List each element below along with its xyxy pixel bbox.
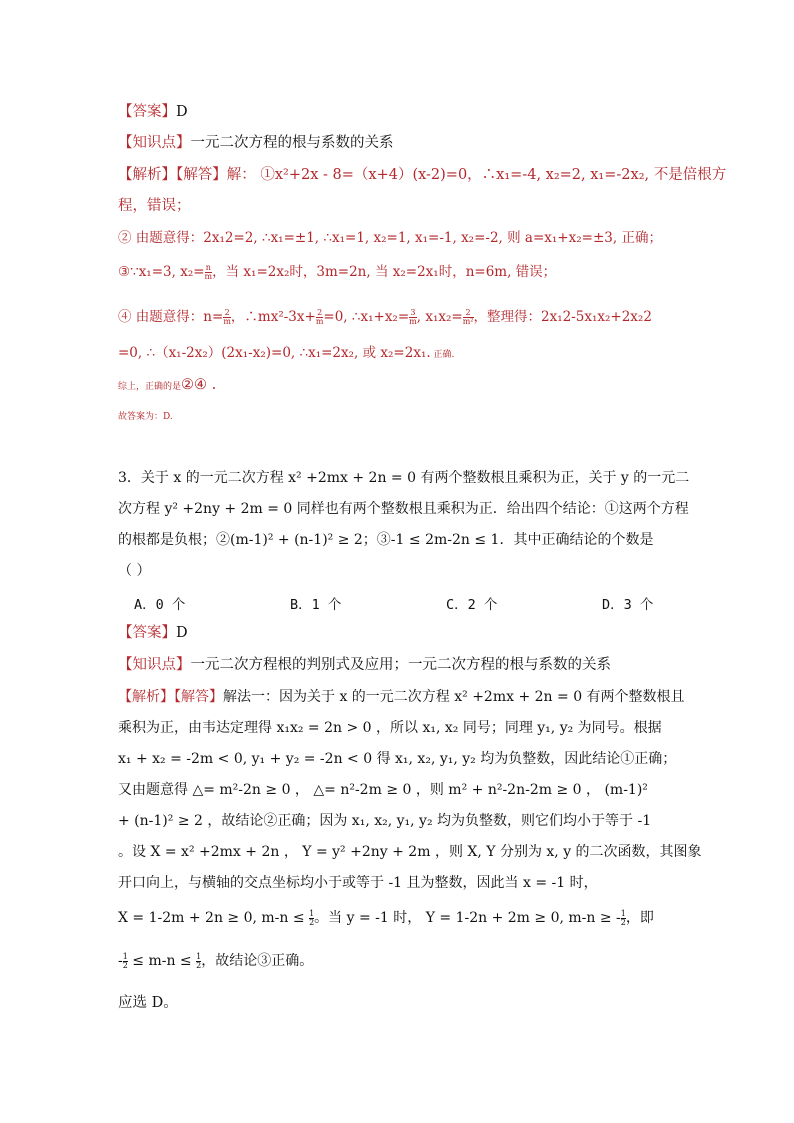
analysis-tag: 【解析】【解答】 xyxy=(118,689,223,705)
sol8-part-a: X = 1-2m + 2n ≥ 0, m-n ≤ xyxy=(118,910,310,926)
q2-analysis-line-5 xyxy=(118,307,678,327)
q2-final-answer: 故答案为：D. xyxy=(118,412,173,422)
answer-value: D xyxy=(176,625,188,641)
knowledge-text: 一元二次方程根的判别式及应用；一元二次方程的根与系数的关系 xyxy=(190,657,611,673)
q3-solution-line-7: 开口向上，与横轴的交点坐标均小于或等于 -1 且为整数，因此当 x = -1 时， xyxy=(118,875,598,891)
analysis-text: 解： ①x²+2x - 8=（x+4）(x-2)=0，∴x₁=-4, x₂=2, x₁=-2x₂, 不是倍根方 xyxy=(226,167,727,183)
q3-solution-line-9 xyxy=(118,951,678,971)
q2-analysis-line-1 xyxy=(118,165,727,185)
fraction-2-over-m2: $\frac{2}{\text{m²}}$ xyxy=(462,308,474,326)
q3-solution-line-1 xyxy=(118,687,685,707)
q3-conclusion: 应选 D。 xyxy=(118,995,178,1011)
q3-solution-line-8 xyxy=(118,908,678,928)
line6-note: 正确. xyxy=(430,350,455,360)
line6-text: =0, ∴（x₁-2x₂）(2x₁-x₂)=0, ∴x₁=2x₂, 或 x₂=2x₁. xyxy=(118,345,431,361)
line5-part-e: ，整理得：2x₁2-5x₁x₂+2x₂2 xyxy=(473,309,652,325)
solution-text: 解法一：因为关于 x 的一元二次方程 x² +2mx + 2n = 0 有两个整数根且 xyxy=(223,689,685,705)
option-b: B．1 个 xyxy=(290,597,342,613)
fraction-half-b: $\frac{1}{2}$ xyxy=(620,908,626,927)
q2-analysis-line-2: 程，错误； xyxy=(118,198,191,214)
fraction-2-over-m-b: $\frac{2}{m}$ xyxy=(315,308,324,326)
q2-analysis-line-4 xyxy=(118,262,678,282)
q3-answer-line xyxy=(118,623,678,643)
answer-value: D xyxy=(176,104,188,120)
fraction-3-over-m: $\frac{3}{m}$ xyxy=(409,308,417,326)
q3-solution-line-4: 又由题意得 △= m²-2n ≥ 0 ， △= n²-2m ≥ 0 ，则 m² + n²-2n-2m ≥ 0 ， (m-1)² xyxy=(118,782,648,798)
sol9-part-b: ≤ m-n ≤ xyxy=(127,953,197,969)
fraction-2-over-m: $\frac{2}{m}$ xyxy=(223,308,231,326)
q3-stem-line-2: 次方程 y² +2ny + 2m = 0 同样也有两个整数根且乘积为正．给出四个结论：①这两个方程 xyxy=(118,501,689,517)
q3-solution-line-6: 。设 X = x² +2mx + 2n ， Y = y² +2ny + 2m ，则 X, Y 分别为 x, y 的二次函数，其图象 xyxy=(118,844,702,860)
q3-solution-line-3: x₁ + x₂ = -2m < 0, y₁ + y₂ = -2n < 0 得 x₁, x₂, y₁, y₂ 均为负整数，因此结论①正确； xyxy=(118,751,677,767)
analysis-tag: 【解析】【解答】 xyxy=(118,167,227,183)
sol9-part-a: - xyxy=(118,953,123,969)
fraction-half-d: $\frac{1}{2}$ xyxy=(196,951,202,970)
line4-prefix: ③∵x₁=3, x₂= xyxy=(118,264,205,280)
sol8-part-c: ，即 xyxy=(625,910,654,926)
knowledge-tag: 【知识点】 xyxy=(118,135,191,151)
knowledge-text: 一元二次方程的根与系数的关系 xyxy=(190,135,394,151)
q2-analysis-line-7 xyxy=(118,375,678,395)
fraction-half: $\frac{1}{2}$ xyxy=(309,908,315,927)
q2-analysis-line-3: ② 由题意得：2x₁2=2, ∴x₁=±1, ∴x₁=1, x₂=1, x₁=-1, x₂=-2, 则 a=x₁+x₂=±3, 正确； xyxy=(118,230,662,246)
option-a: A．0 个 xyxy=(134,597,186,613)
q2-answer-line xyxy=(118,102,678,122)
q2-analysis-line-6 xyxy=(118,343,678,363)
option-d: D．3 个 xyxy=(602,597,654,613)
sol8-part-b: 。当 y = -1 时， Y = 1-2n + 2m ≥ 0, m-n ≥ - xyxy=(314,910,621,926)
q3-stem-line-3: 的根都是负根；②(m-1)² + (n-1)² ≥ 2；③-1 ≤ 2m-2n ≤ 1．其中正确结论的个数是 xyxy=(118,532,654,548)
option-c: C．2 个 xyxy=(446,597,498,613)
q3-knowledge-line xyxy=(118,655,678,675)
q2-knowledge-line xyxy=(118,133,678,153)
line5-part-d: , x₁x₂= xyxy=(416,309,463,325)
answer-tag: 【答案】 xyxy=(118,104,176,120)
line4-suffix: ，当 x₁=2x₂时，3m=2n, 当 x₂=2x₁时，n=6m, 错误； xyxy=(212,264,557,280)
sol9-part-c: ，故结论③正确。 xyxy=(201,953,314,969)
knowledge-tag: 【知识点】 xyxy=(118,657,191,673)
summary-marks: ②④ . xyxy=(181,377,217,393)
q3-stem-line-4: （ ） xyxy=(118,563,151,579)
summary-note: 综上，正确的是 xyxy=(118,382,182,392)
line5-part-b: ，∴mx²-3x+ xyxy=(230,309,316,325)
q3-solution-line-5: + (n-1)² ≥ 2 ，故结论②正确；因为 x₁, x₂, y₁, y₂ 均为负整数，则它们均小于等于 -1 xyxy=(118,813,652,829)
answer-tag: 【答案】 xyxy=(118,625,176,641)
line5-part-a: ④ 由题意得：n= xyxy=(118,309,224,325)
q3-stem-line-1: 3．关于 x 的一元二次方程 x² +2mx + 2n = 0 有两个整数根且乘积为正，关于 y 的一元二 xyxy=(118,470,690,486)
fraction-n-over-m: $\frac{n}{m}$ xyxy=(204,263,213,281)
fraction-half-c: $\frac{1}{2}$ xyxy=(122,951,128,970)
q3-solution-line-2: 乘积为正，由韦达定理得 x₁x₂ = 2n > 0 ，所以 x₁, x₂ 同号；同理 y₁, y₂ 为同号。根据 xyxy=(118,720,662,736)
line5-part-c: =0, ∴x₁+x₂= xyxy=(323,309,410,325)
